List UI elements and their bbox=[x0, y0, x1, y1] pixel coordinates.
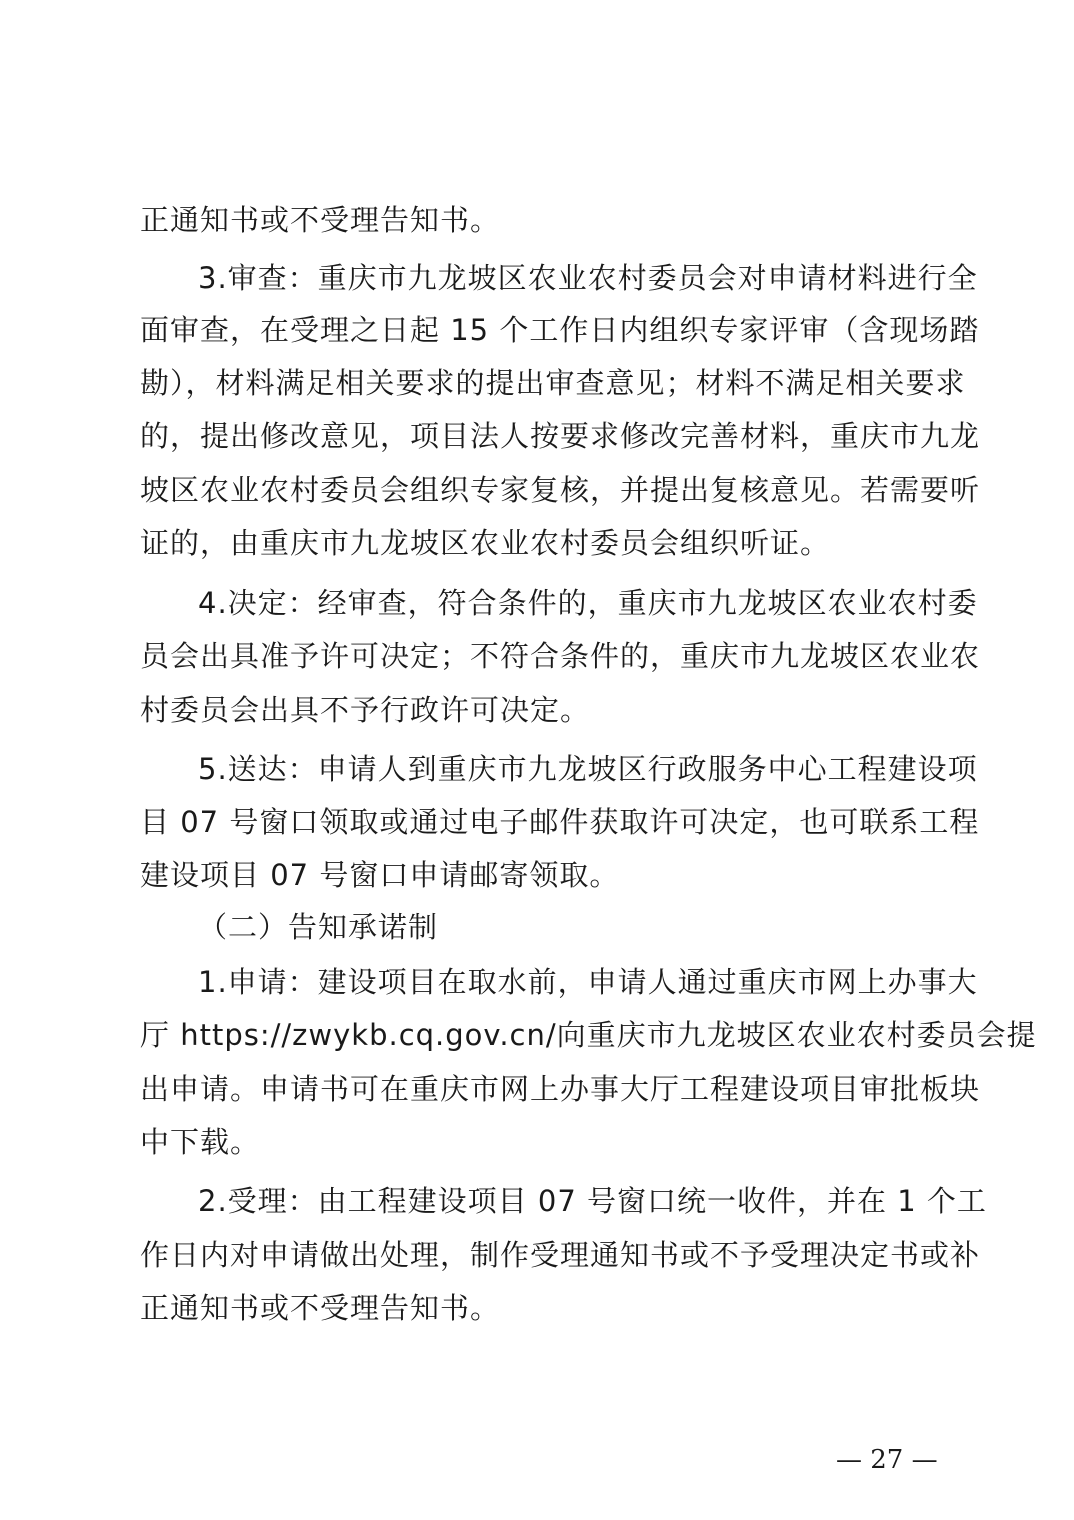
text-line: 中下载。 bbox=[140, 1125, 261, 1159]
text-line: 勘），材料满足相关要求的提出审查意见；材料不满足相关要求 bbox=[140, 366, 966, 400]
text-line: 建设项目 07 号窗口申请邮寄领取。 bbox=[140, 858, 620, 892]
text-line: 正通知书或不受理告知书。 bbox=[140, 203, 501, 237]
text-line: 1.申请：建设项目在取水前，申请人通过重庆市网上办事大 bbox=[198, 965, 978, 999]
text-line: 证的，由重庆市九龙坡区农业农村委员会组织听证。 bbox=[140, 526, 831, 560]
page-number: — 27 — bbox=[836, 1445, 938, 1475]
text-line: 3.审查：重庆市九龙坡区农业农村委员会对申请材料进行全 bbox=[198, 261, 978, 295]
text-line: 4.决定：经审查，符合条件的，重庆市九龙坡区农业农村委 bbox=[198, 586, 978, 620]
text-line: 面审查，在受理之日起 15 个工作日内组织专家评审（含现场踏 bbox=[140, 313, 980, 347]
section-heading: （二）告知承诺制 bbox=[198, 910, 439, 944]
text-line: 员会出具准予许可决定；不符合条件的，重庆市九龙坡区农业农 bbox=[140, 639, 981, 673]
text-line: 5.送达：申请人到重庆市九龙坡区行政服务中心工程建设项 bbox=[198, 752, 978, 786]
text-line: 2.受理：由工程建设项目 07 号窗口统一收件，并在 1 个工 bbox=[198, 1184, 987, 1218]
text-line: 目 07 号窗口领取或通过电子邮件获取许可决定，也可联系工程 bbox=[140, 805, 980, 839]
text-line: 坡区农业农村委员会组织专家复核，并提出复核意见。若需要听 bbox=[140, 473, 981, 507]
text-line: 厅 https://zwykb.cq.gov.cn/向重庆市九龙坡区农业农村委员会提 bbox=[140, 1018, 1037, 1052]
text-line: 出申请。申请书可在重庆市网上办事大厅工程建设项目审批板块 bbox=[140, 1072, 981, 1106]
text-line: 作日内对申请做出处理，制作受理通知书或不予受理决定书或补 bbox=[140, 1238, 981, 1272]
text-line: 的，提出修改意见，项目法人按要求修改完善材料，重庆市九龙 bbox=[140, 419, 981, 453]
text-line: 村委员会出具不予行政许可决定。 bbox=[140, 693, 591, 727]
text-line: 正通知书或不受理告知书。 bbox=[140, 1291, 501, 1325]
